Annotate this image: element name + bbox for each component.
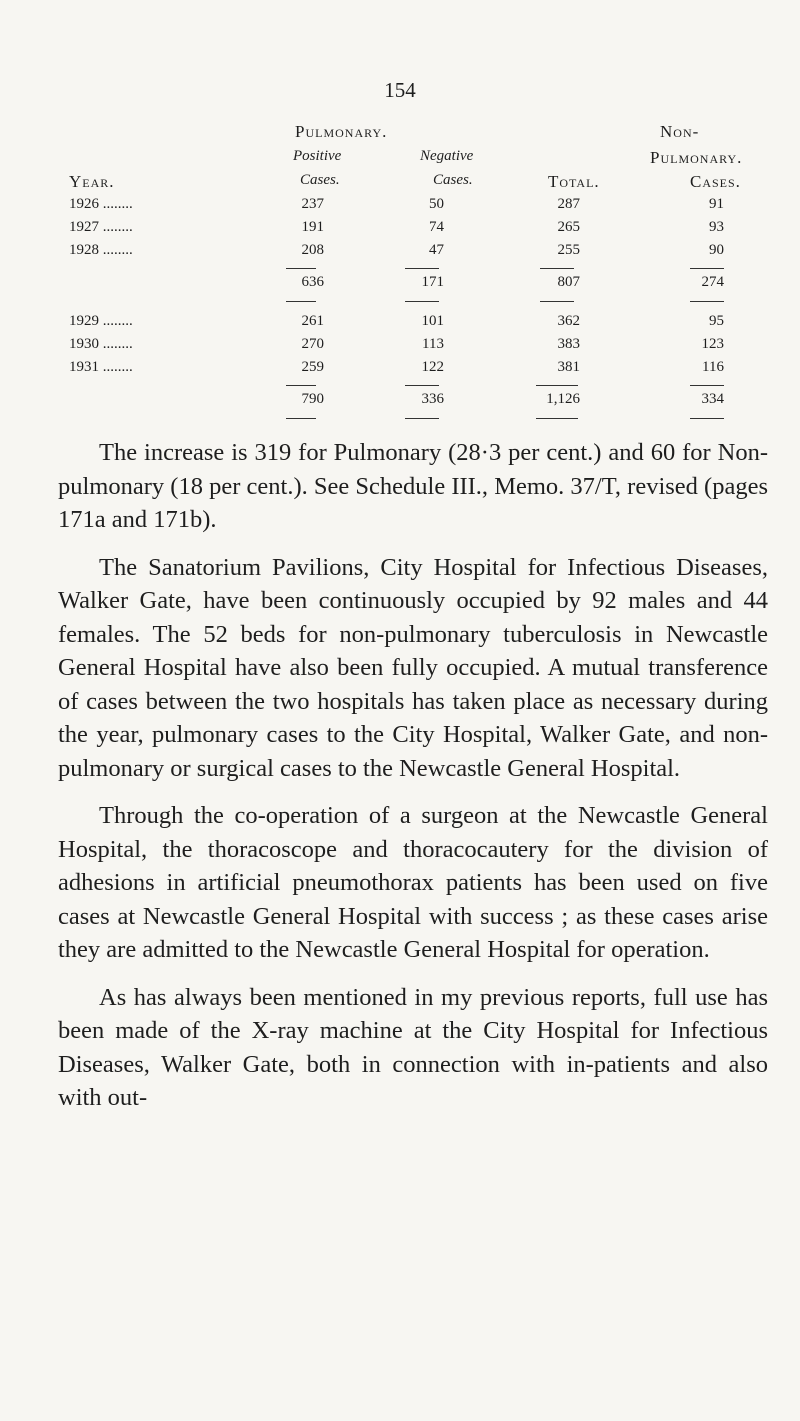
table-cell-total: 381: [557, 359, 580, 375]
table-cell-negative: 74: [429, 219, 444, 235]
table-row-year: 1927 ........: [69, 219, 133, 235]
table-rule: [690, 268, 724, 269]
header-nonpulmonary-cases: Cases.: [690, 172, 741, 191]
body-text: [58, 436, 768, 1129]
table-cell-negative: 101: [421, 313, 444, 329]
header-negative-cases: Cases.: [433, 172, 473, 188]
table-cell-negative: 47: [429, 242, 444, 258]
header-nonpulmonary: Pulmonary.: [650, 148, 743, 167]
table-rule: [405, 418, 439, 419]
table-row-year: 1931 ........: [69, 359, 133, 375]
table-cell-positive: 208: [301, 242, 324, 258]
subtotal-non: 334: [701, 391, 724, 407]
header-positive-cases: Cases.: [300, 172, 340, 188]
table-row-year: 1930 ........: [69, 336, 133, 352]
page-number: 154: [384, 78, 416, 102]
table-cell-non: 93: [709, 219, 724, 235]
header-negative: Negative: [420, 148, 474, 164]
subtotal-positive: 790: [301, 391, 324, 407]
subtotal-total: 1,126: [546, 391, 580, 407]
paragraph-increase: The increase is 319 for Pulmonary (28·3 per cent.) and 60 for Non-pulmonary (18 per cent.). See Schedule III., Memo. 37/T, revised (pages 171a and 171b).: [58, 439, 768, 533]
table-cell-total: 362: [557, 313, 580, 329]
paragraph-xray: As has always been mentioned in my previous reports, full use has been made of the X-ray machine at the City Hospital for Infectious Diseases, Walker Gate, both in connection with in-patients and also with out-: [58, 983, 768, 1111]
table-rule: [286, 418, 316, 419]
header-year: Year.: [69, 172, 115, 191]
table-cell-non: 91: [709, 196, 724, 212]
table-rule: [286, 268, 316, 269]
table-cell-non: 95: [709, 313, 724, 329]
table-cell-positive: 270: [301, 336, 324, 352]
table-cell-positive: 237: [301, 196, 324, 212]
table-rule: [286, 385, 316, 386]
table-rule: [540, 268, 574, 269]
table-cell-non: 90: [709, 242, 724, 258]
group-header-non: Non-: [660, 122, 700, 141]
subtotal-negative: 171: [421, 274, 444, 290]
table-cell-total: 255: [557, 242, 580, 258]
table-row-year: 1928 ........: [69, 242, 133, 258]
subtotal-negative: 336: [421, 391, 444, 407]
table-cell-negative: 113: [422, 336, 444, 352]
table-cell-positive: 261: [301, 313, 324, 329]
table-cell-positive: 191: [301, 219, 324, 235]
table-rule: [286, 301, 316, 302]
table-cell-non: 123: [701, 336, 724, 352]
paragraph-sanatorium: The Sanatorium Pavilions, City Hospital for Infectious Diseases, Walker Gate, have been continuously occupied by 92 males and 44 females. The 52 beds for non-pulmonary tuberculosis in Newcastle General Hospital have also been fully occupied. A mutual transference of cases between the two hospitals has taken place as necessary during the year, pulmonary cases to the City Hospital, Walker Gate, and non-pulmonary or surgical cases to the Newcastle General Hospital.: [58, 553, 768, 782]
table-cell-non: 116: [702, 359, 724, 375]
table-cell-total: 287: [557, 196, 580, 212]
table-cell-positive: 259: [301, 359, 324, 375]
table-row-year: 1926 ........: [69, 196, 133, 212]
table-rule: [690, 385, 724, 386]
table-rule: [540, 301, 574, 302]
table-cell-negative: 50: [429, 196, 444, 212]
table-rule: [405, 301, 439, 302]
header-total: Total.: [548, 172, 600, 191]
table-rule: [690, 418, 724, 419]
paragraph-thoracoscope: Through the co-operation of a surgeon at the Newcastle General Hospital, the thoracoscope and thoracocautery for the division of adhesions in artificial pneumothorax patients has been used on five cases at Newcastle General Hospital with success ; as these cases arise they are admitted to the Newcastle General Hospital for operation.: [58, 802, 768, 963]
table-row-year: 1929 ........: [69, 313, 133, 329]
table-cell-total: 383: [557, 336, 580, 352]
table-rule: [405, 268, 439, 269]
table-rule: [536, 385, 578, 386]
header-positive: Positive: [293, 148, 342, 164]
table-rule: [405, 385, 439, 386]
table-rule: [690, 301, 724, 302]
subtotal-positive: 636: [301, 274, 324, 290]
table-cell-total: 265: [557, 219, 580, 235]
subtotal-non: 274: [701, 274, 724, 290]
group-header-pulmonary: Pulmonary.: [295, 122, 388, 141]
table-rule: [536, 418, 578, 419]
table-cell-negative: 122: [421, 359, 444, 375]
subtotal-total: 807: [557, 274, 580, 290]
